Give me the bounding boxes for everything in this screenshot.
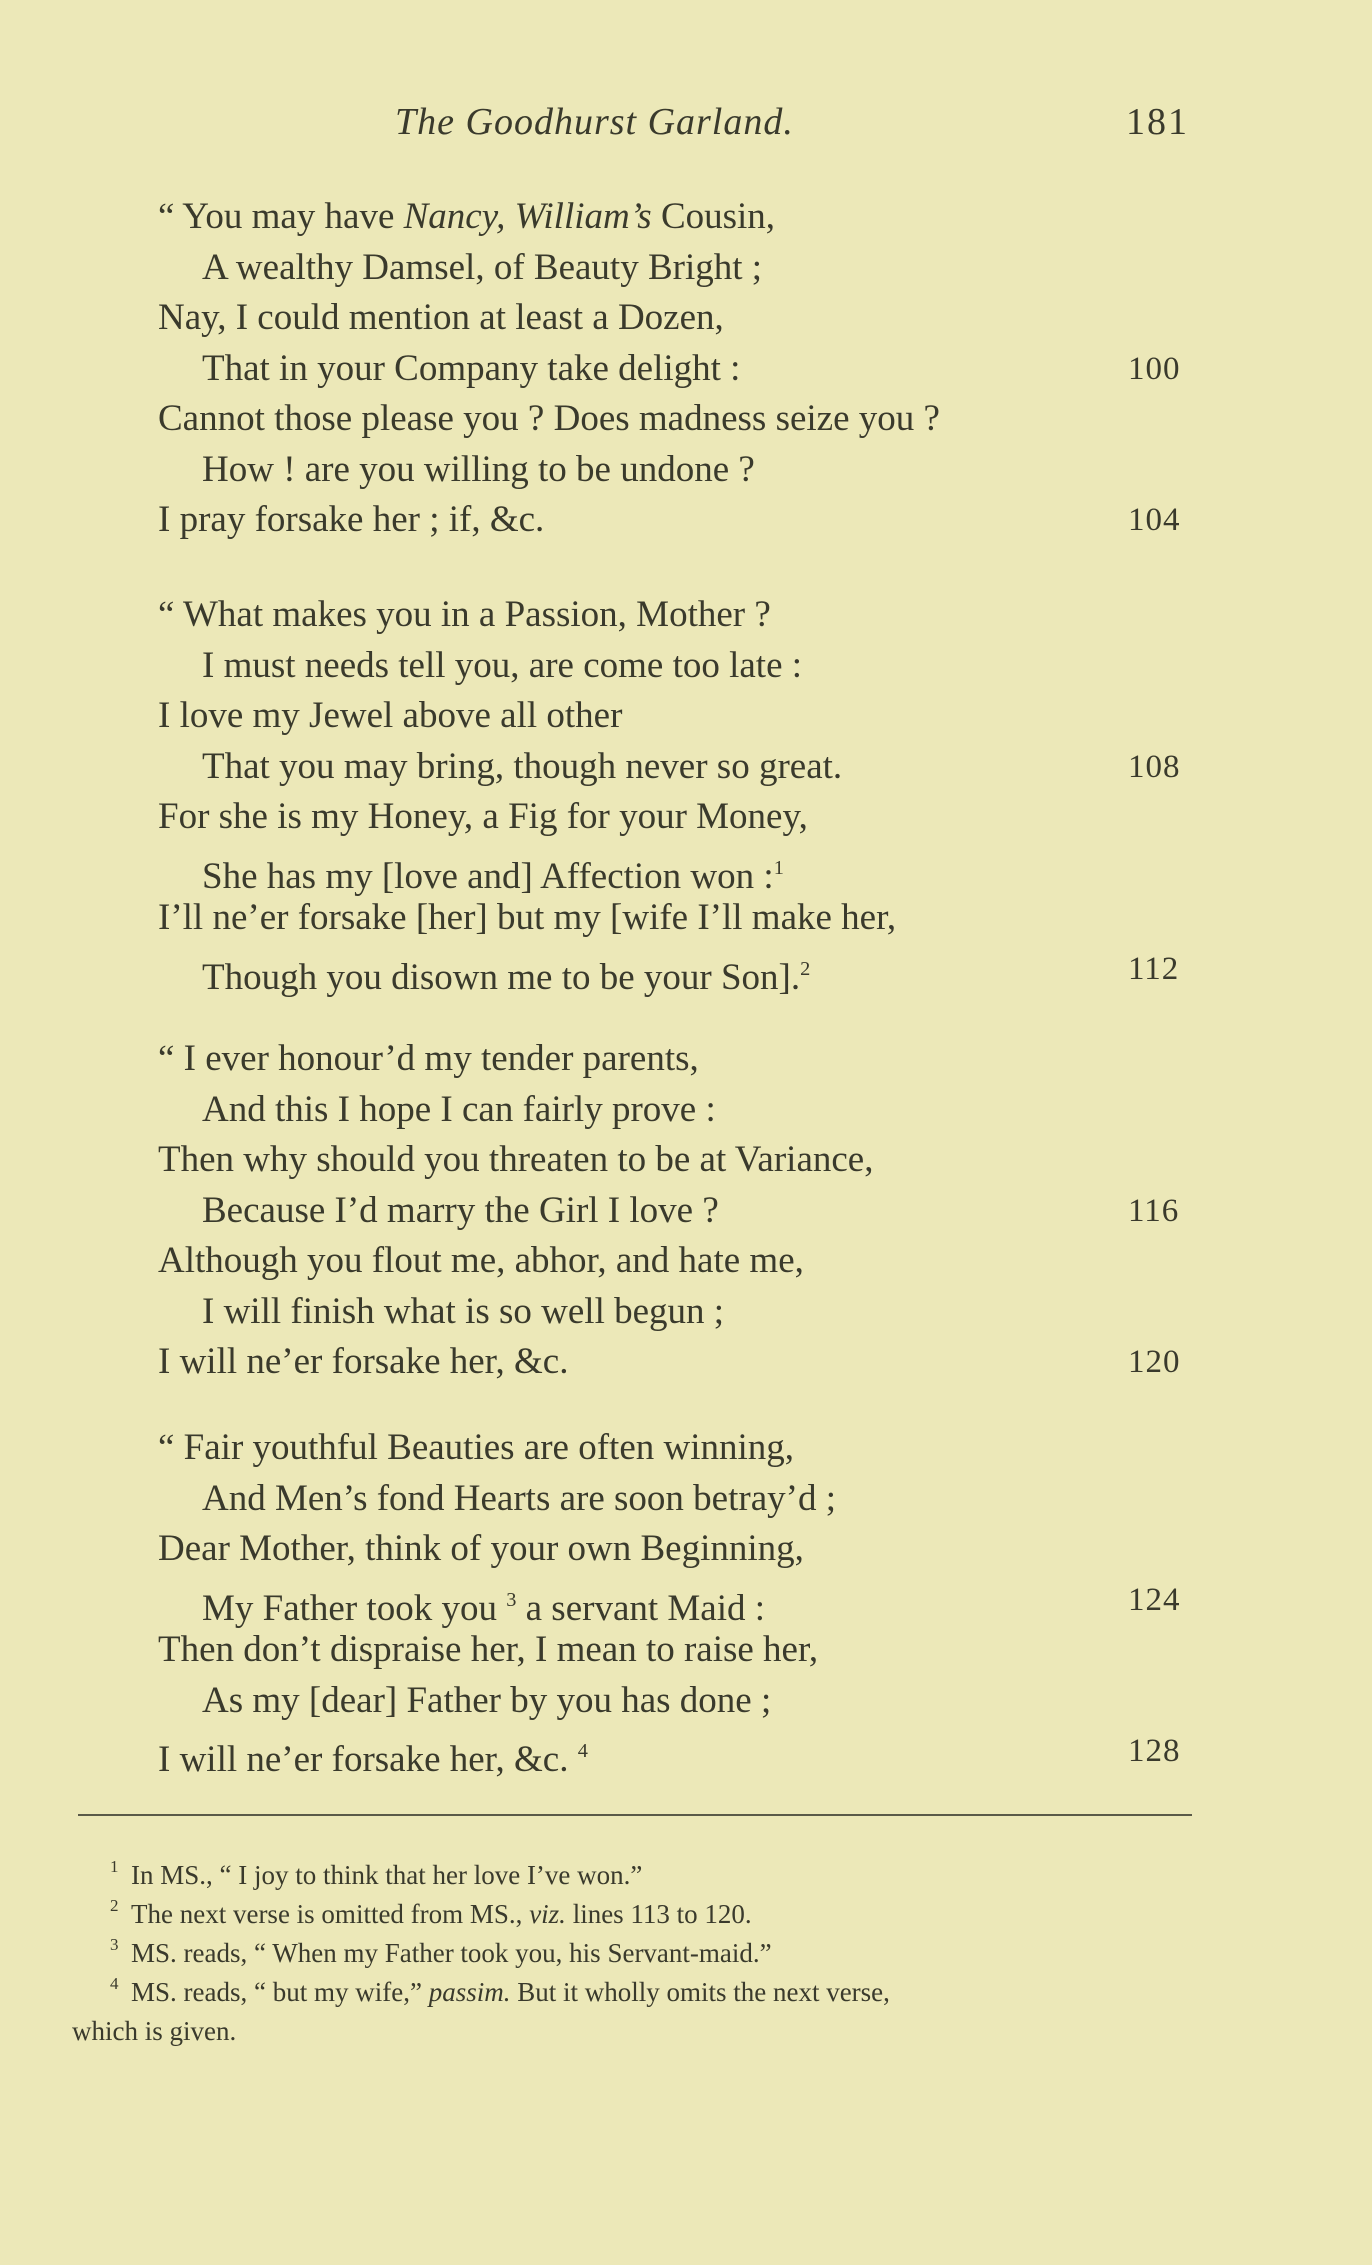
- verse-line-text: [158, 1726, 588, 1785]
- line-number: 108: [1128, 748, 1181, 785]
- verse-line-text: [158, 1625, 818, 1675]
- footnote-reference[interactable]: 1: [773, 856, 784, 879]
- stanza-4: [0, 1423, 1372, 1781]
- text-run: Then don’t dispraise her, I mean to raise her,: [158, 1629, 819, 1670]
- text-run: I must needs tell you, are come too late :: [202, 644, 803, 686]
- text-run: “ Fair youthful Beauties are often winning,: [158, 1427, 795, 1468]
- verse-line: [0, 1575, 1372, 1629]
- text-run: “ I ever honour’d my tender parents,: [158, 1038, 699, 1079]
- running-head-title: The Goodhurst Garland.: [395, 101, 794, 143]
- verse-line: [0, 1135, 1372, 1186]
- text-run: Cannot those please you ? Does madness seize you ?: [158, 398, 940, 439]
- verse-line-text: [158, 1236, 804, 1286]
- text-run: As my [dear] Father by you has done ;: [202, 1679, 772, 1721]
- verse-line-text: [158, 192, 775, 242]
- footnote: [0, 1972, 1372, 2011]
- verse-line-text: [158, 1337, 568, 1387]
- text-run: Though you disown me to be your Son].: [202, 956, 801, 998]
- verse-line: [0, 1423, 1372, 1474]
- verse-line: [0, 1474, 1372, 1525]
- text-run: And Men’s fond Hearts are soon betray’d ;: [202, 1477, 836, 1519]
- line-number: 128: [1128, 1733, 1181, 1769]
- text-run: In MS., “ I joy to think that her love I’ve won.”: [131, 1860, 643, 1890]
- verse-line-text: [202, 243, 762, 293]
- text-run: I will finish what is so well begun ;: [202, 1290, 725, 1332]
- verse-line-text: [202, 445, 755, 495]
- text-run: My Father took you: [202, 1587, 507, 1629]
- verse-line-text: [158, 495, 544, 545]
- line-number: 104: [1128, 502, 1181, 538]
- verse-line-text: [158, 394, 940, 444]
- text-run: a servant Maid :: [516, 1587, 766, 1629]
- footnote-marker: 3: [110, 1935, 119, 1954]
- verse-line-text: [158, 1524, 804, 1574]
- text-run: “ What makes you in a Passion, Mother ?: [158, 594, 771, 635]
- text-run: That in your Company take delight :: [202, 347, 741, 389]
- text-run: which is given.: [72, 2016, 237, 2046]
- text-run: lines 113 to 120.: [565, 1899, 752, 1929]
- text-run: The next verse is omitted from MS.,: [131, 1899, 530, 1929]
- footnote: [0, 1894, 1372, 1933]
- text-run: I will ne’er forsake her, &c.: [158, 1341, 569, 1382]
- verse-line-text: [202, 1186, 719, 1236]
- stanza-3: [0, 1034, 1372, 1388]
- verse-line: [0, 293, 1372, 344]
- verse-line-text: [158, 1423, 794, 1473]
- verse-line: [0, 445, 1372, 496]
- verse-line-text: [158, 590, 771, 640]
- verse-line: [0, 742, 1372, 793]
- verse-line: [0, 1236, 1372, 1287]
- verse-line: [0, 1287, 1372, 1338]
- verse-line: [0, 243, 1372, 294]
- verse-line: [0, 590, 1372, 641]
- footnote-marker: 2: [110, 1896, 119, 1915]
- page-number: 181: [1126, 101, 1189, 143]
- footnote-marker: 1: [110, 1857, 119, 1876]
- text-run: For she is my Honey, a Fig for your Money,: [158, 796, 808, 837]
- verse-line: [0, 1085, 1372, 1136]
- italic-run: Nancy, William’s: [403, 196, 652, 237]
- text-run: I’ll ne’er forsake [her] but my [wife I’ll make her,: [158, 897, 897, 938]
- verse-line: [0, 1625, 1372, 1676]
- verse-line: [0, 843, 1372, 897]
- text-run: I pray forsake her ; if, &c.: [158, 499, 545, 540]
- verse-line: [0, 495, 1372, 546]
- footnote: [0, 1933, 1372, 1972]
- verse-line-text: [202, 344, 740, 394]
- italic-run: passim.: [428, 1977, 511, 2007]
- text-run: Dear Mother, think of your own Beginning,: [158, 1528, 804, 1569]
- verse-line-text: [202, 742, 842, 792]
- verse-line: [0, 691, 1372, 742]
- footnote-text: [72, 2011, 236, 2051]
- verse-line: [0, 944, 1372, 998]
- verse-line: [0, 192, 1372, 243]
- text-run: I love my Jewel above all other: [158, 695, 623, 736]
- text-run: And this I hope I can fairly prove :: [202, 1088, 716, 1130]
- text-run: A wealthy Damsel, of Beauty Bright ;: [202, 246, 763, 288]
- footnote-reference[interactable]: 2: [800, 957, 811, 980]
- text-run: How ! are you willing to be undone ?: [202, 448, 755, 490]
- text-run: “ You may have: [158, 196, 404, 237]
- footnote: [0, 1855, 1372, 1894]
- text-run: Although you flout me, abhor, and hate me,: [158, 1240, 804, 1281]
- line-number: 124: [1128, 1581, 1181, 1618]
- verse-line: [0, 1186, 1372, 1237]
- text-run: She has my [love and] Affection won :: [202, 855, 774, 897]
- verse-line-text: [158, 893, 896, 943]
- footnote-reference[interactable]: 3: [506, 1588, 517, 1611]
- verse-line: [0, 792, 1372, 843]
- stanza-2: [0, 590, 1372, 998]
- text-run: Because I’d marry the Girl I love ?: [202, 1189, 719, 1231]
- verse-line-text: [202, 1474, 836, 1524]
- footnote-rule: [78, 1814, 1192, 1816]
- footnote-reference[interactable]: 4: [577, 1740, 588, 1762]
- verse-line-text: [202, 641, 802, 691]
- verse-line: [0, 641, 1372, 692]
- text-run: Nay, I could mention at least a Dozen,: [158, 297, 724, 338]
- verse-line: [0, 1034, 1372, 1085]
- footnote-marker: 4: [110, 1974, 119, 1993]
- verse-line: [0, 1676, 1372, 1727]
- line-number: 100: [1128, 350, 1181, 387]
- verse-line-text: [158, 691, 622, 741]
- text-run: That you may bring, though never so great.: [202, 745, 843, 787]
- verse-line-text: [202, 1085, 716, 1135]
- verse-line: [0, 394, 1372, 445]
- verse-line: [0, 1524, 1372, 1575]
- text-run: MS. reads, “ but my wife,”: [131, 1977, 429, 2007]
- footnote-text: [131, 1933, 772, 1973]
- verse-line-text: [158, 1135, 873, 1185]
- verse-line-text: [158, 792, 808, 842]
- text-run: Then why should you threaten to be at Variance,: [158, 1139, 874, 1180]
- verse-line-text: [158, 1034, 699, 1084]
- text-run: I will ne’er forsake her, &c.: [158, 1739, 578, 1781]
- verse-line-text: [202, 944, 810, 1003]
- italic-run: viz.: [529, 1899, 566, 1929]
- line-number: 112: [1128, 950, 1180, 987]
- verse-line: [0, 893, 1372, 944]
- stanza-1: [0, 192, 1372, 546]
- verse-line-text: [158, 293, 724, 343]
- line-number: 116: [1128, 1192, 1180, 1229]
- footnote-text: [131, 1855, 642, 1895]
- running-head: [0, 100, 1372, 150]
- verse-line: [0, 1337, 1372, 1388]
- footnotes: [0, 1855, 1372, 2050]
- text-run: MS. reads, “ When my Father took you, his Servant-maid.”: [131, 1938, 772, 1968]
- verse-line: [0, 344, 1372, 395]
- verse-line-text: [202, 1287, 724, 1337]
- footnote-text: [131, 1972, 890, 2012]
- verse-line: [0, 1726, 1372, 1781]
- line-number: 120: [1128, 1344, 1181, 1380]
- text-run: But it wholly omits the next verse,: [510, 1977, 890, 2007]
- footnote-text: [131, 1894, 752, 1934]
- footnote: [0, 2011, 1372, 2050]
- text-run: Cousin,: [651, 196, 776, 237]
- verse-line-text: [202, 1676, 771, 1726]
